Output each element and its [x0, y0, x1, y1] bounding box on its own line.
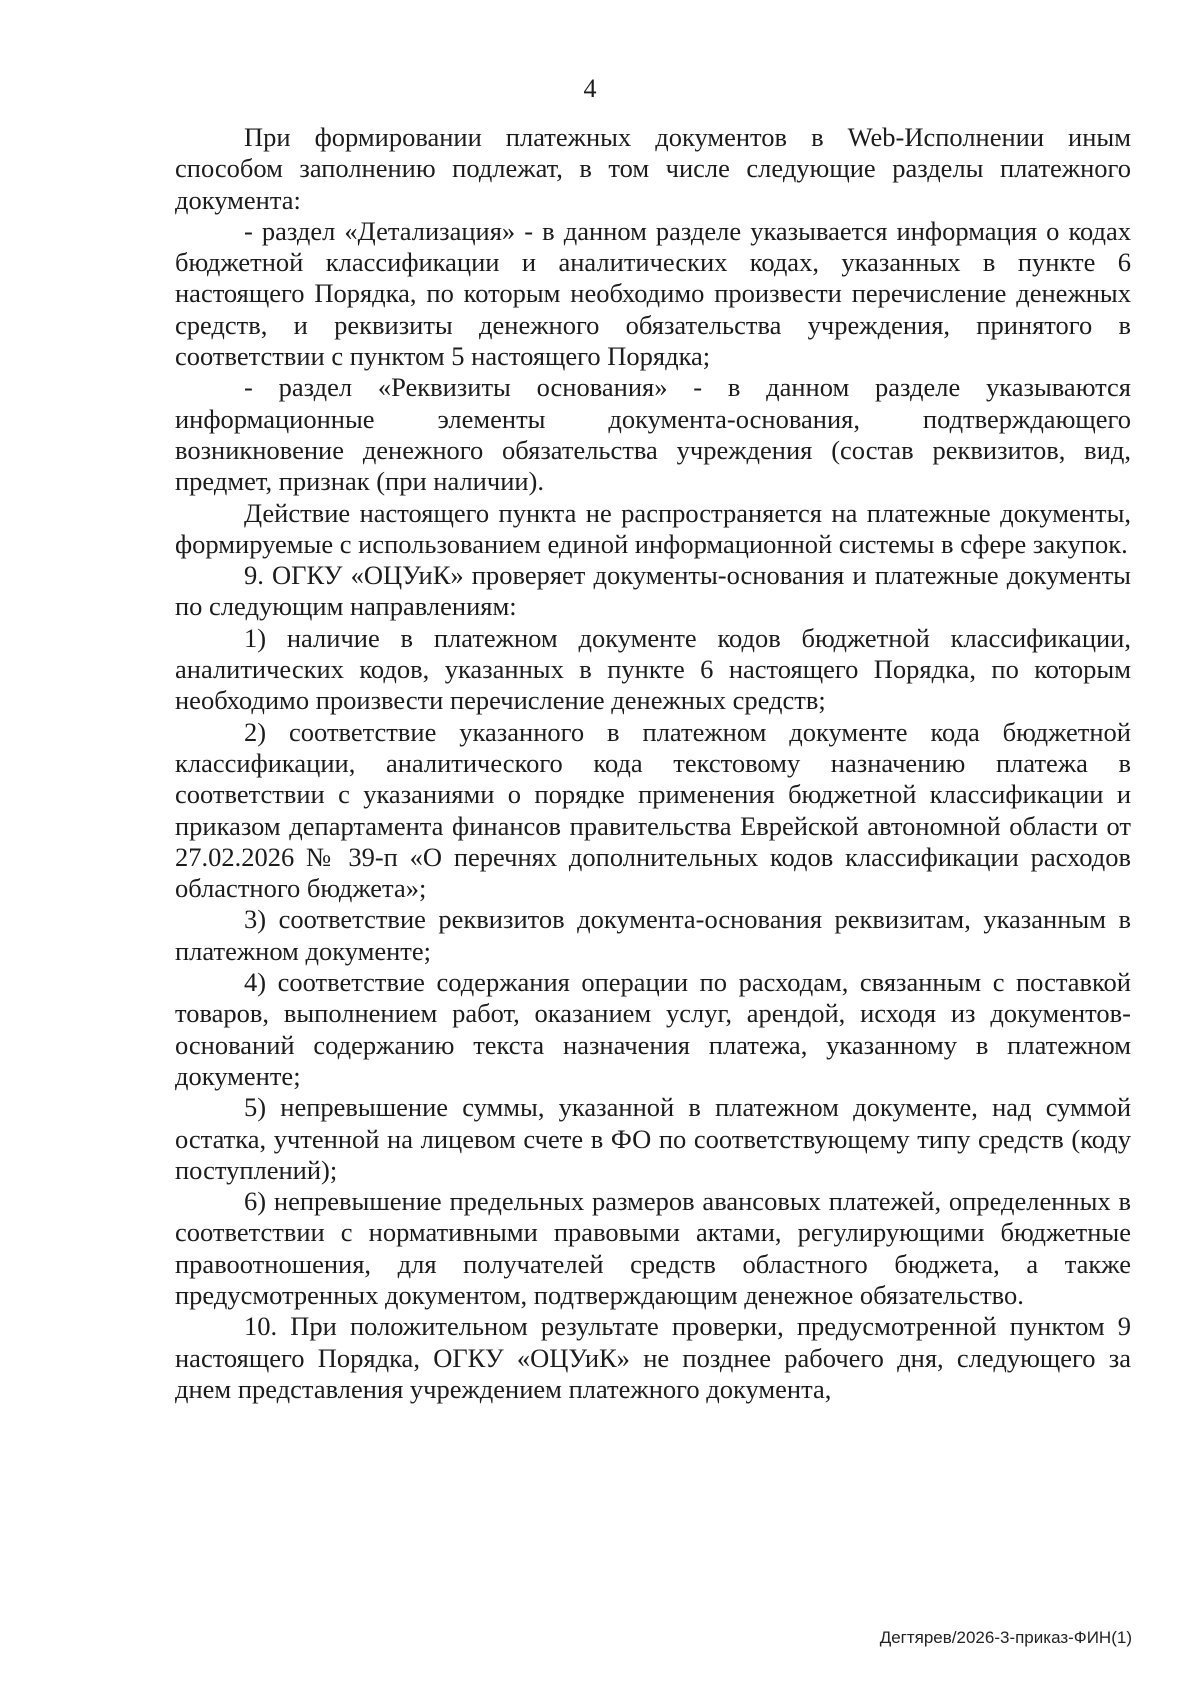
- paragraph-scope-exception: Действие настоящего пункта не распространяется на платежные документы, формируемые с использованием единой информационной системы в сфере закупок.: [175, 497, 1131, 559]
- paragraph-intro: При формировании платежных документов в Web-Исполнении иным способом заполнению подлежат, в том числе следующие разделы платежного документа:: [175, 122, 1131, 215]
- paragraph-check-2: 2) соответствие указанного в платежном документе кода бюджетной классификации, аналитического кода текстовому назначению платежа в соответствии с указаниями о порядке применения бюджетной классификации и приказом департамента финансов правительства Еврейской автономной области от 27.02.2026 № 39-п «О перечнях дополнительных кодов классификации расходов областного бюджета»;: [175, 716, 1131, 904]
- paragraph-check-6: 6) непревышение предельных размеров авансовых платежей, определенных в соответствии с нормативными правовыми актами, регулирующими бюджетные правоотношения, для получателей средств областного бюджета, а также предусмотренных документом, подтверждающим денежное обязательство.: [175, 1186, 1131, 1310]
- paragraph-section-detalization: - раздел «Детализация» - в данном разделе указывается информация о кодах бюджетной классификации и аналитических кодах, указанных в пункте 6 настоящего Порядка, по которым необходимо произвести перечисление денежных средств, и реквизиты денежного обязательства учреждения, принятого в соответствии с пунктом 5 настоящего Порядка;: [175, 215, 1131, 372]
- paragraph-section-basis-requisites: - раздел «Реквизиты основания» - в данном разделе указываются информационные элементы документа-основания, подтверждающего возникновение денежного обязательства учреждения (состав реквизитов, вид, предмет, признак (при наличии).: [175, 372, 1131, 497]
- document-code-footer: Дегтярев/2026-3-приказ-ФИН(1): [879, 1628, 1132, 1647]
- paragraph-check-3: 3) соответствие реквизитов документа-основания реквизитам, указанным в платежном документе;: [175, 904, 1131, 966]
- paragraph-item-9: 9. ОГКУ «ОЦУиК» проверяет документы-основания и платежные документы по следующим направлениям:: [175, 560, 1131, 622]
- paragraph-check-4: 4) соответствие содержания операции по расходам, связанным с поставкой товаров, выполнением работ, оказанием услуг, арендой, исходя из документов-оснований содержанию текста назначения платежа, указанному в платежном документе;: [175, 967, 1131, 1091]
- page-number: 4: [583, 74, 597, 103]
- paragraph-item-10: 10. При положительном результате проверки, предусмотренной пунктом 9 настоящего Порядка, ОГКУ «ОЦУиК» не позднее рабочего дня, следующего за днем представления учреждением платежного документа,: [175, 1311, 1131, 1404]
- paragraph-check-1: 1) наличие в платежном документе кодов бюджетной классификации, аналитических кодов, указанных в пункте 6 настоящего Порядка, по которым необходимо произвести перечисление денежных средств;: [175, 622, 1131, 716]
- paragraph-check-5: 5) непревышение суммы, указанной в платежном документе, над суммой остатка, учтенной на лицевом счете в ФО по соответствующему типу средств (коду поступлений);: [175, 1092, 1131, 1185]
- document-body: [175, 122, 1131, 1405]
